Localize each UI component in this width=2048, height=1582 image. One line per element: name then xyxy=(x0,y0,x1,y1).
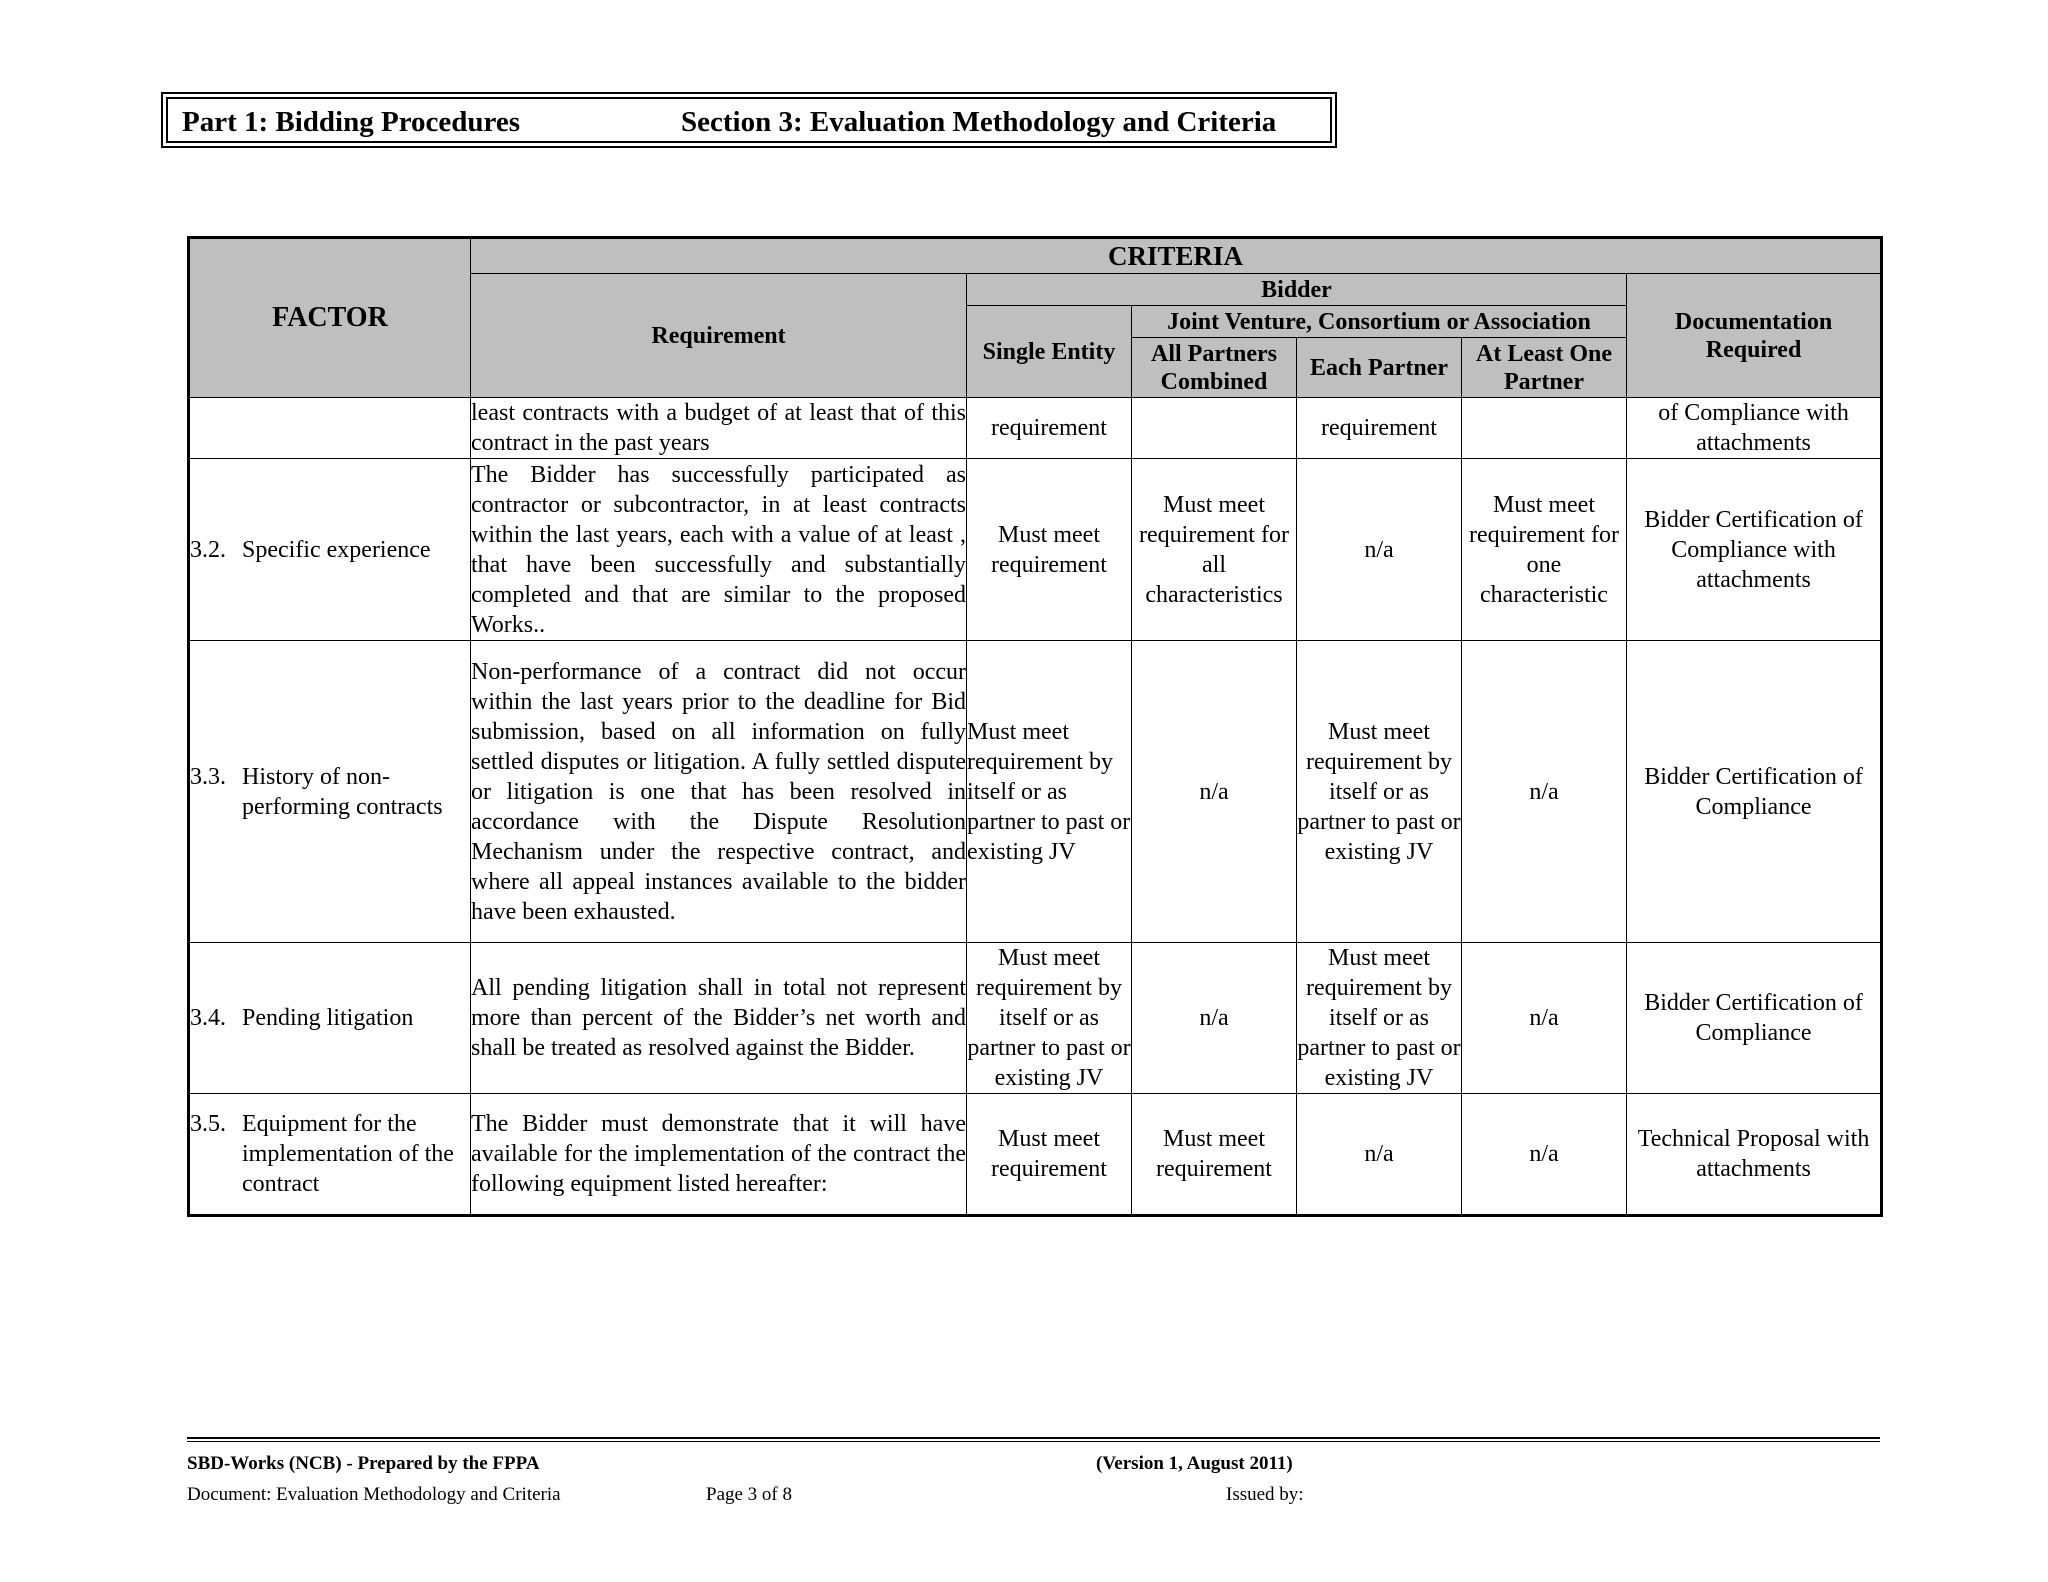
factor-header: FACTOR xyxy=(189,238,471,398)
factor-cell xyxy=(189,398,471,459)
at-least-one-cell xyxy=(1462,398,1627,459)
footer-prepared-by: SBD-Works (NCB) - Prepared by the FPPA xyxy=(187,1453,540,1474)
requirement-header: Requirement xyxy=(471,274,967,398)
factor-name: Pending litigation xyxy=(242,1005,414,1031)
factor-cell xyxy=(189,1094,471,1216)
single-entity-cell: Must meet requirement xyxy=(967,459,1132,641)
at-least-one-cell: n/a xyxy=(1462,1094,1627,1216)
all-partners-cell: Must meet requirement for all characteristics xyxy=(1132,459,1297,641)
factor-number: 3.2. xyxy=(190,536,226,563)
section-header-inner xyxy=(166,97,1332,143)
table-row xyxy=(189,398,1882,459)
each-partner-header: Each Partner xyxy=(1297,338,1462,398)
each-partner-cell: requirement xyxy=(1297,398,1462,459)
at-least-one-header: At Least One Partner xyxy=(1462,338,1627,398)
single-entity-cell: Must meet requirement xyxy=(967,1094,1132,1216)
footer-issued-by: Issued by: xyxy=(1226,1484,1304,1505)
all-partners-header: All Partners Combined xyxy=(1132,338,1297,398)
table-row xyxy=(189,641,1882,943)
jv-header: Joint Venture, Consortium or Association xyxy=(1132,306,1627,338)
requirement-cell: The Bidder has successfully participated as contractor or subcontractor, in at least contracts within the last years, each with a value of at least , that have been successfully and substantially completed and that are similar to the proposed Works.. xyxy=(471,459,967,641)
all-partners-cell: n/a xyxy=(1132,641,1297,943)
documentation-header: Documentation Required xyxy=(1627,274,1882,398)
at-least-one-cell: Must meet requirement for one characteristic xyxy=(1462,459,1627,641)
requirement-cell: The Bidder must demonstrate that it will have available for the implementation of the contract the following equipment listed hereafter: xyxy=(471,1094,967,1216)
section-title: Section 3: Evaluation Methodology and Criteria xyxy=(681,106,1277,138)
single-entity-cell: Must meet requirement by itself or as partner to past or existing JV xyxy=(967,943,1132,1094)
factor-number: 3.4. xyxy=(190,1005,226,1031)
bidder-header: Bidder xyxy=(967,274,1627,306)
factor-name: Specific experience xyxy=(242,536,431,563)
factor-name: History of non-performing contracts xyxy=(242,763,443,820)
part-title: Part 1: Bidding Procedures xyxy=(182,106,521,138)
factor-cell xyxy=(189,641,471,943)
single-entity-cell: requirement xyxy=(967,398,1132,459)
factor-cell xyxy=(189,943,471,1094)
single-entity-cell: Must meet requirement by itself or as partner to past or existing JV xyxy=(967,641,1132,943)
footer-page-number: Page 3 of 8 xyxy=(706,1484,793,1505)
each-partner-cell: n/a xyxy=(1297,1094,1462,1216)
all-partners-cell xyxy=(1132,398,1297,459)
at-least-one-cell: n/a xyxy=(1462,641,1627,943)
criteria-header: CRITERIA xyxy=(471,238,1882,274)
documentation-cell: Technical Proposal with attachments xyxy=(1627,1094,1882,1216)
all-partners-cell: n/a xyxy=(1132,943,1297,1094)
each-partner-cell: n/a xyxy=(1297,459,1462,641)
single-entity-header: Single Entity xyxy=(967,306,1132,398)
each-partner-cell: Must meet requirement by itself or as partner to past or existing JV xyxy=(1297,641,1462,943)
table-row xyxy=(189,943,1882,1094)
factor-name: Equipment for the implementation of the contract xyxy=(242,1111,454,1197)
all-partners-cell: Must meet requirement xyxy=(1132,1094,1297,1216)
requirement-cell: All pending litigation shall in total not represent more than percent of the Bidder’s net worth and shall be treated as resolved against the Bidder. xyxy=(471,943,967,1094)
at-least-one-cell: n/a xyxy=(1462,943,1627,1094)
criteria-table xyxy=(187,236,1883,1217)
footer-divider xyxy=(187,1437,1880,1442)
section-header-box xyxy=(161,92,1337,148)
documentation-cell: Bidder Certification of Compliance with attachments xyxy=(1627,459,1882,641)
documentation-cell: Bidder Certification of Compliance xyxy=(1627,641,1882,943)
table-row xyxy=(189,459,1882,641)
documentation-cell: of Compliance with attachments xyxy=(1627,398,1882,459)
requirement-cell: least contracts with a budget of at least that of this contract in the past years xyxy=(471,398,967,459)
each-partner-cell: Must meet requirement by itself or as partner to past or existing JV xyxy=(1297,943,1462,1094)
factor-number: 3.3. xyxy=(190,763,226,790)
requirement-cell: Non-performance of a contract did not occur within the last years prior to the deadline for Bid submission, based on all information on fully settled disputes or litigation. A fully settled dispute or litigation is one that has been resolved in accordance with the Dispute Resolution Mechanism under the respective contract, and where all appeal instances available to the bidder have been exhausted. xyxy=(471,641,967,943)
factor-cell xyxy=(189,459,471,641)
footer-version: (Version 1, August 2011) xyxy=(1096,1453,1293,1474)
documentation-cell: Bidder Certification of Compliance xyxy=(1627,943,1882,1094)
factor-number: 3.5. xyxy=(190,1111,226,1137)
table-row xyxy=(189,1094,1882,1216)
footer-document: Document: Evaluation Methodology and Criteria xyxy=(187,1484,561,1505)
